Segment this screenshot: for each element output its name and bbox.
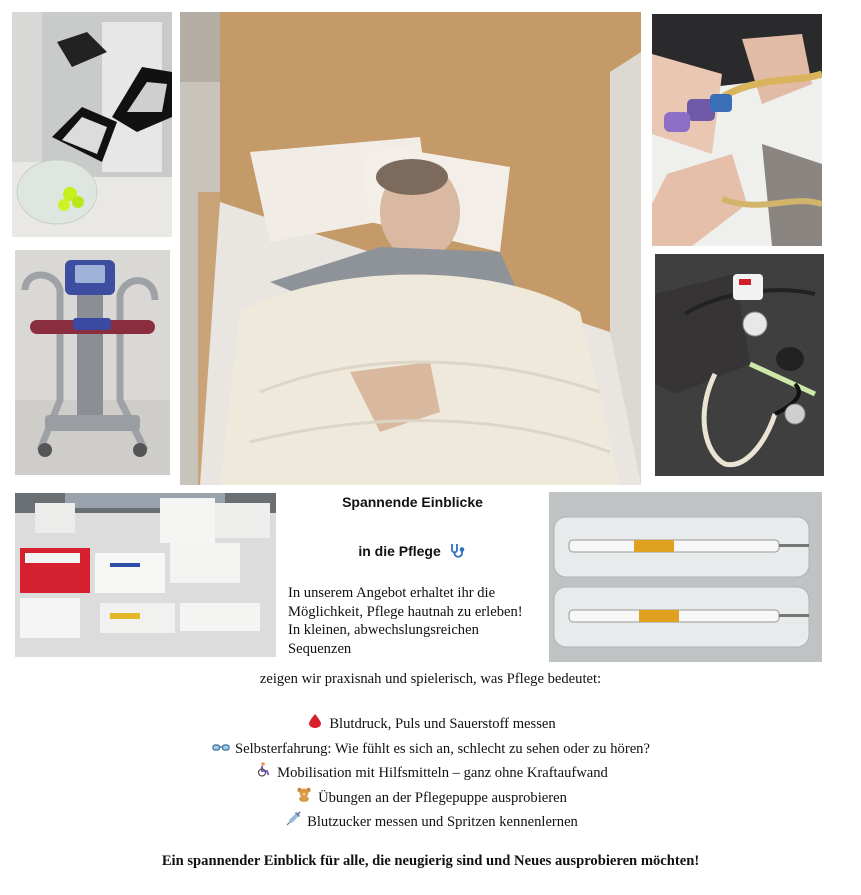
syringes-photo xyxy=(549,492,822,662)
activities-list xyxy=(0,712,861,835)
wheelchair-icon xyxy=(253,761,273,786)
list-item xyxy=(0,761,861,786)
stethoscope-icon xyxy=(449,543,467,562)
list-item xyxy=(0,712,861,737)
heading-line-2 xyxy=(290,543,535,562)
medication-boxes-photo xyxy=(15,493,276,657)
list-item xyxy=(0,810,861,835)
catheter-practice-photo xyxy=(652,14,822,246)
heading-line-2-text: in die Pflege xyxy=(358,543,441,560)
teddy-bear-icon xyxy=(294,786,314,811)
list-item xyxy=(0,737,861,762)
care-manikin-bed-photo xyxy=(180,12,641,485)
syringe-icon xyxy=(283,810,303,835)
activity-text: Übungen an der Pflegepuppe ausprobieren xyxy=(318,789,567,806)
intro-paragraph: In unserem Angebot erhaltet ihr die Möglichkeit, Pflege hautnah zu erleben! In kleinen, abwechslungsreichen Sequenzen xyxy=(288,585,523,657)
intro-last-line: zeigen wir praxisnah und spielerisch, was Pflege bedeutet: xyxy=(259,671,602,687)
blood-drop-icon xyxy=(305,712,325,737)
list-item xyxy=(0,786,861,811)
activity-text: Blutzucker messen und Spritzen kennenlernen xyxy=(307,814,578,831)
vital-signs-kit-photo xyxy=(655,254,824,476)
activity-text: Mobilisation mit Hilfsmitteln – ganz ohne Kraftaufwand xyxy=(277,765,608,782)
patient-lift-photo xyxy=(15,250,170,475)
activity-text: Selbsterfahrung: Wie fühlt es sich an, schlecht zu sehen oder zu hören? xyxy=(235,740,650,757)
glasses-icon xyxy=(211,737,231,762)
simulation-glasses-photo xyxy=(12,12,172,237)
heading-line-1: Spannende Einblicke xyxy=(342,494,483,510)
activity-text: Blutdruck, Puls und Sauerstoff messen xyxy=(329,716,556,732)
closing-statement: Ein spannender Einblick für alle, die neugierig sind und Neues ausprobieren möchten! xyxy=(161,853,700,869)
